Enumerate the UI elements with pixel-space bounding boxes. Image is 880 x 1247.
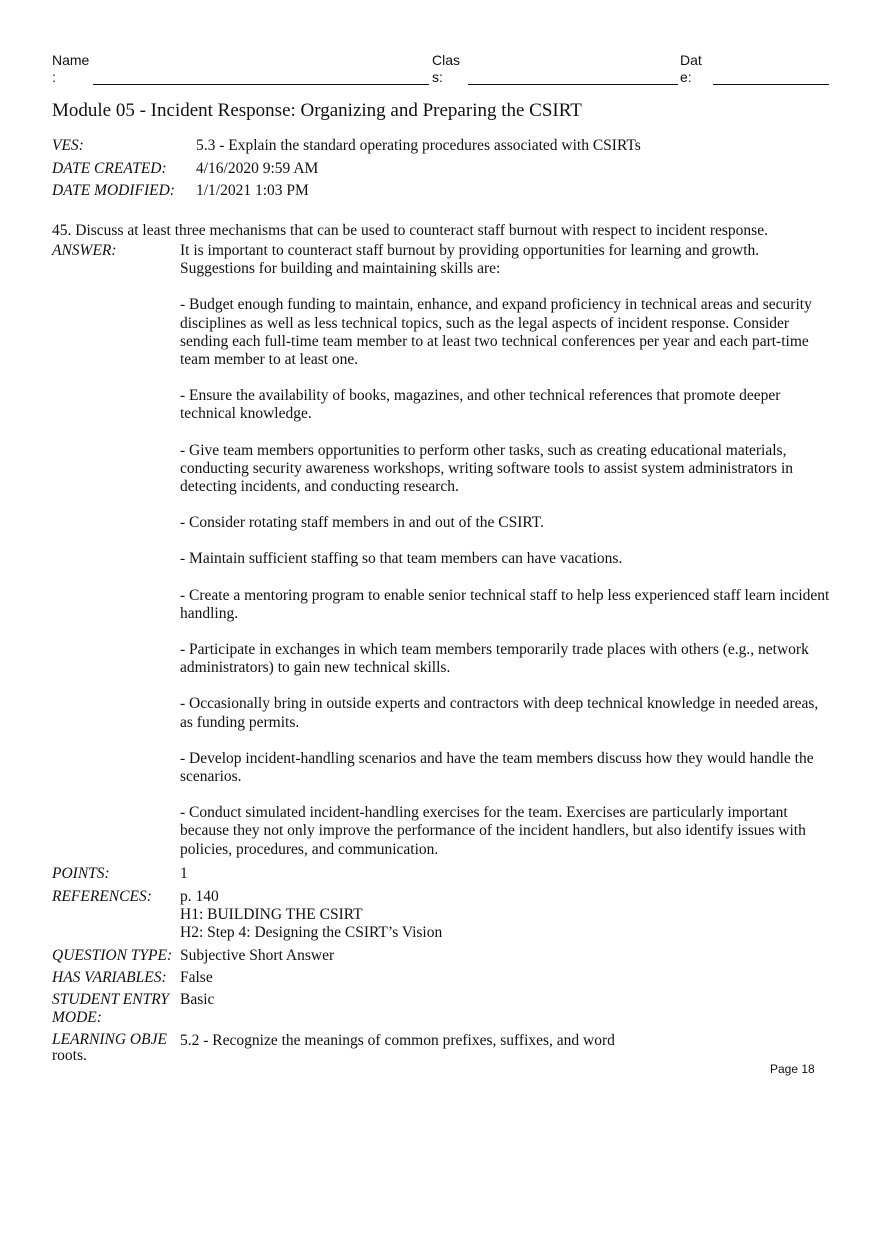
has-variables-value: False [180,969,213,986]
points-value: 1 [180,865,188,882]
date-label: Dat e: [680,52,702,85]
answer-paragraph: It is important to counteract staff burnout by providing opportunities for learning and growth. Suggestions for building and maintaining skills are: [180,242,760,278]
date-modified-value: 1/1/2021 1:03 PM [196,182,309,199]
class-label: Clas s: [432,52,461,85]
learning-objective-value: 5.2 - Recognize the meanings of common prefixes, suffixes, and word [180,1032,615,1049]
date-field-line[interactable] [713,84,829,85]
has-variables-label: HAS VARIABLES: [52,969,167,986]
answer-paragraph: - Develop incident-handling scenarios and have the team members discuss how they would handle the scenarios. [180,749,814,786]
reference-line: H1: BUILDING THE CSIRT [180,906,363,924]
answer-paragraph: - Create a mentoring program to enable senior technical staff to help less experienced staff learn incident handling. [180,586,830,622]
reference-line: H2: Step 4: Designing the CSIRT’s Vision [180,924,443,942]
student-entry-mode-value: Basic [180,991,215,1008]
page-title: Module 05 - Incident Response: Organizing and Preparing the CSIRT [52,100,582,121]
learning-objective-label: LEARNING OBJE roots. [52,1031,167,1064]
page-number: Page 18 [770,1062,815,1076]
name-label: Name : [52,52,90,85]
ves-value: 5.3 - Explain the standard operating procedures associated with CSIRTs [196,137,641,154]
answer-paragraph: - Give team members opportunities to perform other tasks, such as creating educational materials, conducting security awareness workshops, writing software tools to assist system administrators in detecting incidents, and conducting research. [180,441,794,496]
name-field-line[interactable] [93,84,429,85]
date-created-value: 4/16/2020 9:59 AM [196,160,319,177]
answer-body [180,242,830,859]
date-created-label: DATE CREATED: [52,160,167,177]
answer-paragraph: - Occasionally bring in outside experts and contractors with deep technical knowledge in needed areas, as funding permits. [180,695,819,731]
student-entry-mode-label: STUDENT ENTRY MODE: [52,991,170,1027]
question-type-value: Subjective Short Answer [180,947,335,964]
ves-label: VES: [52,137,84,154]
question-text: 45. Discuss at least three mechanisms that can be used to counteract staff burnout with respect to incident response. [52,222,768,239]
answer-paragraph: - Budget enough funding to maintain, enhance, and expand proficiency in technical areas and security disciplines as well as less technical topics, such as the legal aspects of incident response. Consider sending each full-time team member to at least two technical conferences per year and each part-time team member to at least one. [180,296,812,369]
answer-paragraph: - Ensure the availability of books, magazines, and other technical references that promote deeper technical knowledge. [180,387,781,423]
references-value [180,888,442,943]
date-modified-label: DATE MODIFIED: [52,182,175,199]
reference-line: p. 140 [180,888,219,905]
answer-paragraph: - Maintain sufficient staffing so that team members can have vacations. [180,550,623,568]
references-label: REFERENCES: [52,888,152,905]
answer-paragraph: - Participate in exchanges in which team members temporarily trade places with others (e.g., network administrators) to gain new technical skills. [180,641,809,677]
class-field-line[interactable] [468,84,678,85]
question-type-label: QUESTION TYPE: [52,947,173,964]
points-label: POINTS: [52,865,110,882]
answer-label: ANSWER: [52,242,117,259]
answer-paragraph: - Consider rotating staff members in and out of the CSIRT. [180,514,544,532]
answer-paragraph: - Conduct simulated incident-handling exercises for the team. Exercises are particularly important because they not only improve the performance of the incident handlers, but also identify issues with policies, procedures, and communication. [180,804,806,858]
